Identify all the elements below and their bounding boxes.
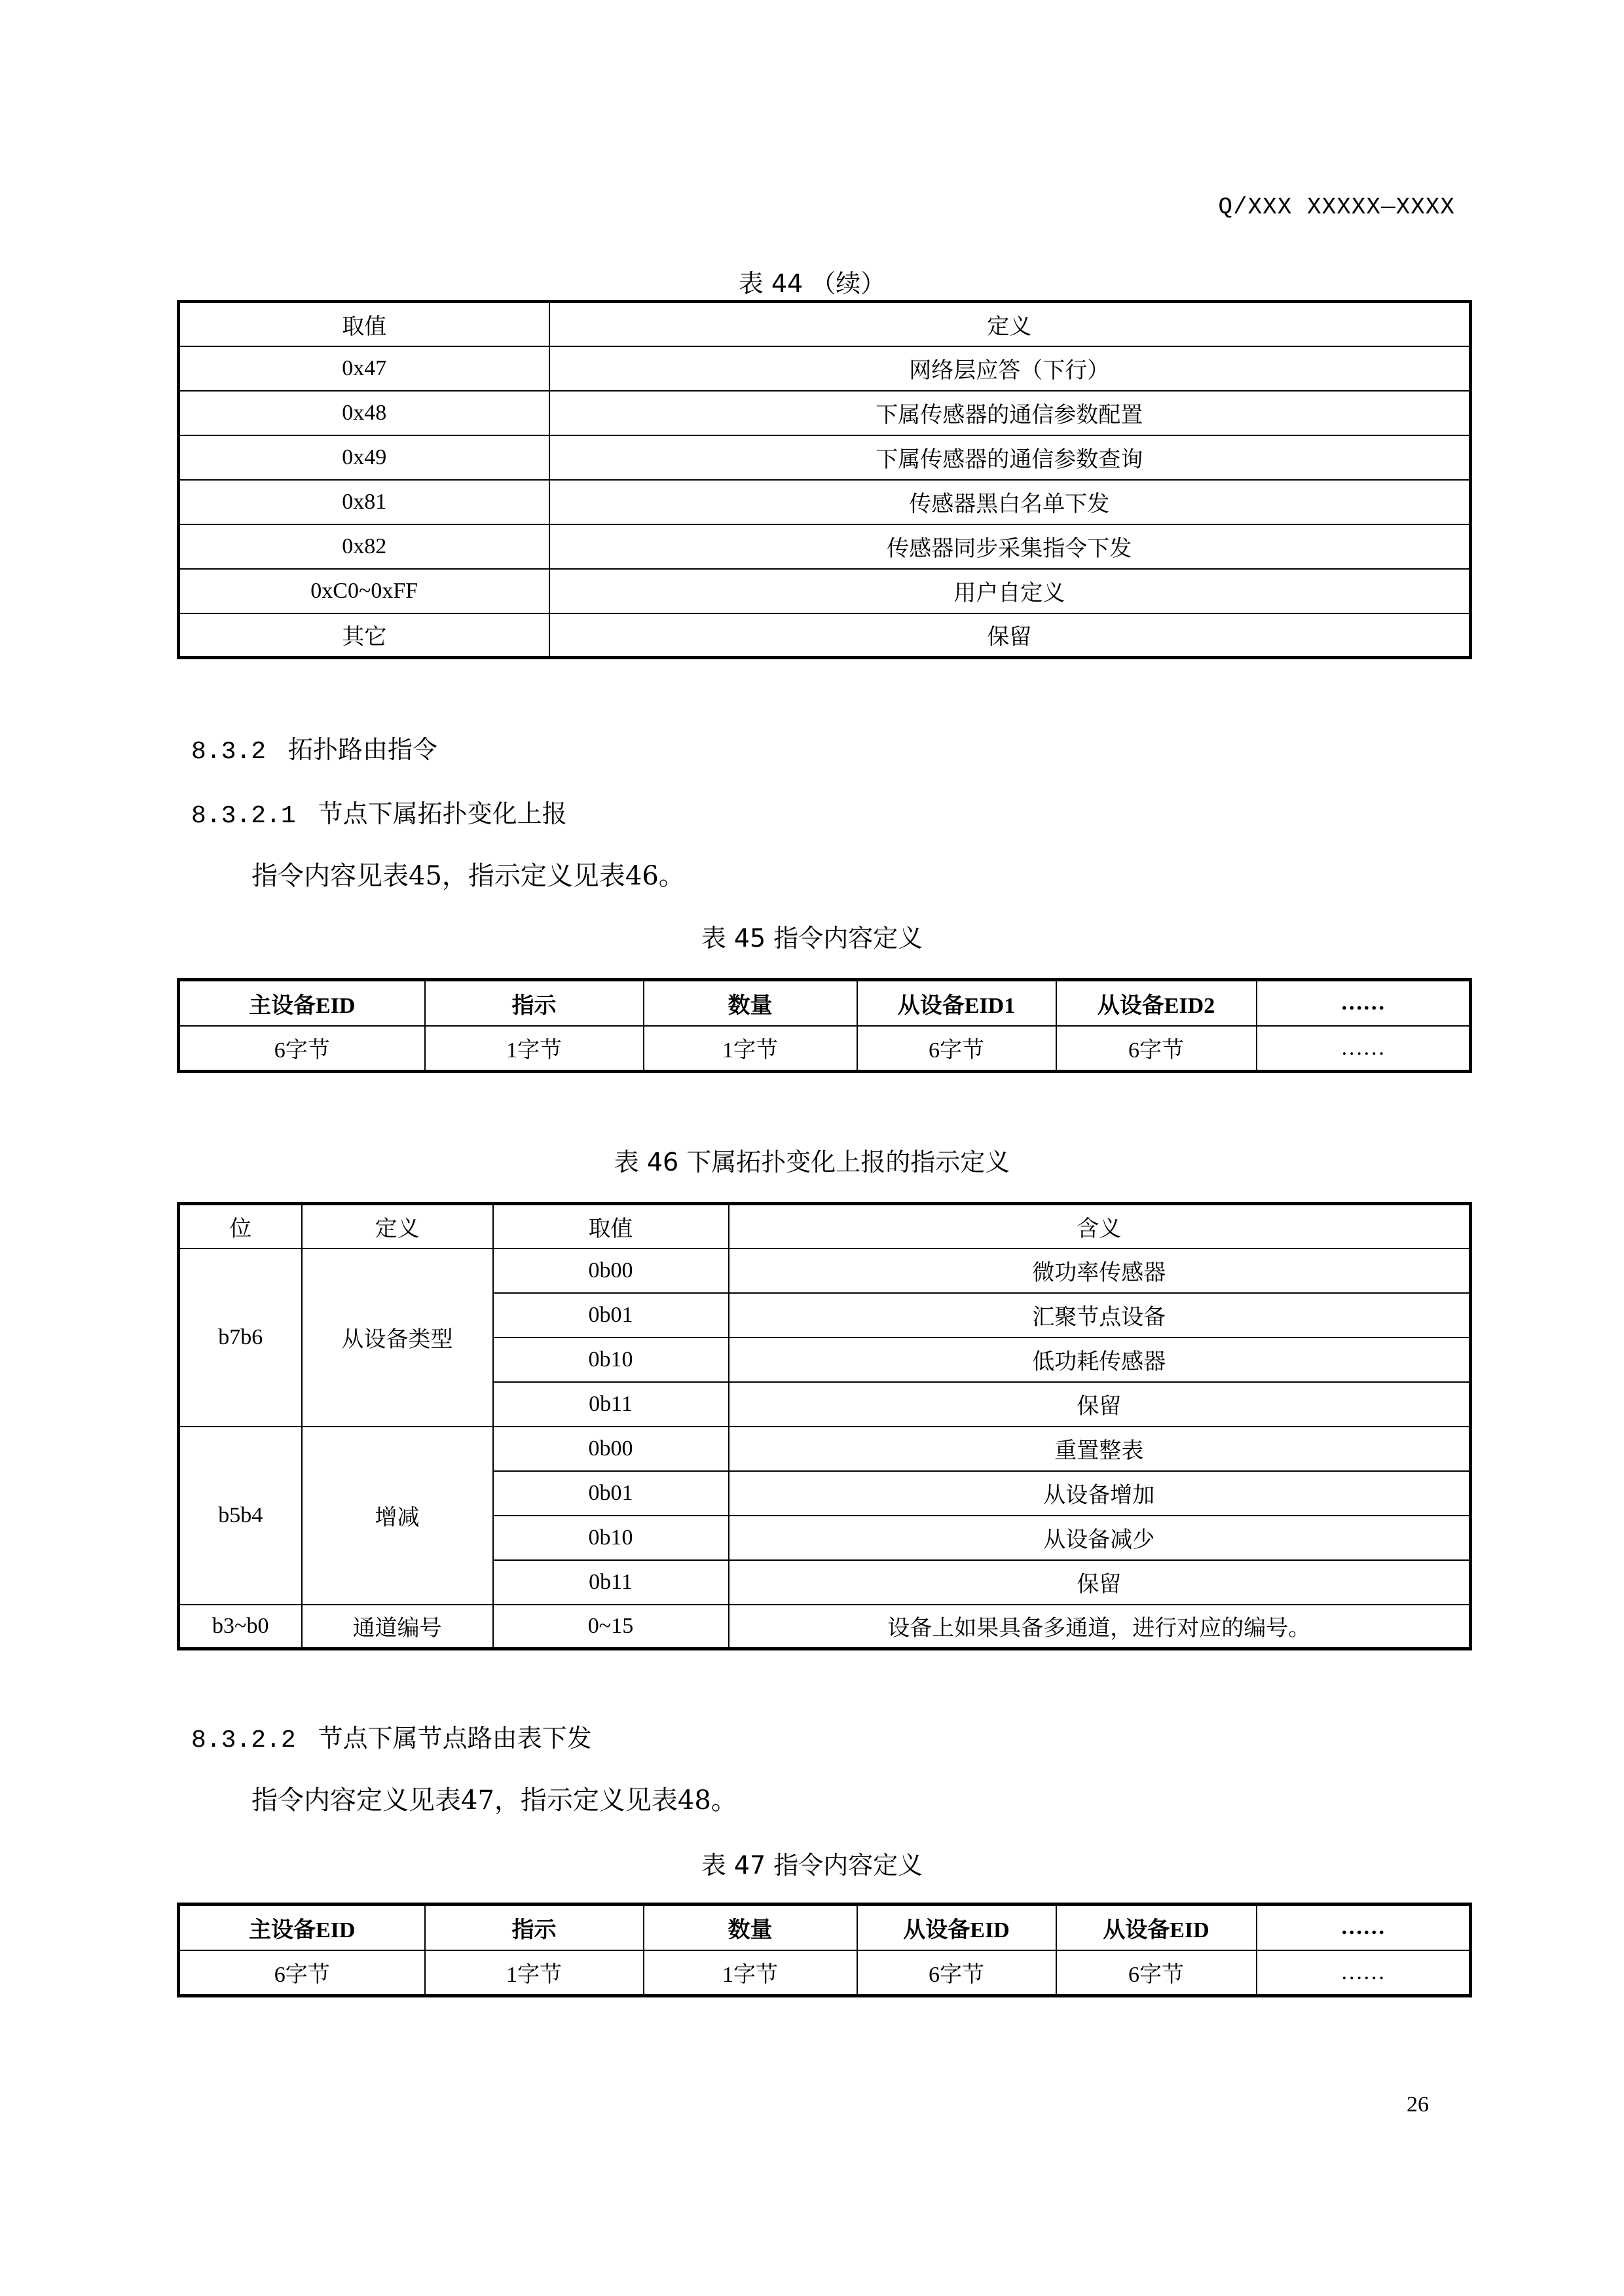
section-title: 节点下属节点路由表下发: [318, 1724, 592, 1753]
table46-cell: 0b00: [493, 1248, 729, 1293]
table47: [177, 1903, 1472, 1997]
table45-header: 指示: [425, 980, 644, 1026]
table46-definition-cell: 从设备类型: [302, 1248, 493, 1427]
table46-cell: 通道编号: [302, 1605, 493, 1649]
table46-header: 取值: [493, 1204, 729, 1248]
table47-header: 主设备EID: [179, 1904, 425, 1950]
section-title: 拓扑路由指令: [288, 735, 438, 764]
table46-bit-cell: b7b6: [179, 1248, 302, 1427]
table47-caption: 表 47 指令内容定义: [701, 1851, 923, 1880]
table45-cell: 6字节: [179, 1026, 425, 1072]
table47-header: 数量: [644, 1904, 857, 1950]
table45-caption: 表 45 指令内容定义: [701, 924, 923, 953]
table44-cell: 下属传感器的通信参数查询: [549, 435, 1471, 480]
table46-cell: 保留: [729, 1560, 1471, 1605]
paragraph: 指令内容定义见表47，指示定义见表48。: [251, 1785, 737, 1815]
section-heading-8-3-2: [191, 729, 437, 766]
table47-cell: 1字节: [644, 1950, 857, 1996]
table46: [177, 1202, 1472, 1650]
table46-cell: 0~15: [493, 1605, 729, 1649]
table47-cell: 1字节: [425, 1950, 644, 1996]
table45-header: ……: [1257, 980, 1471, 1026]
table47-cell: 6字节: [1056, 1950, 1257, 1996]
table46-cell: 从设备减少: [729, 1516, 1471, 1560]
table-row: [179, 1026, 1471, 1072]
table46-cell: 0b11: [493, 1382, 729, 1427]
table44-cell: 0xC0~0xFF: [179, 569, 549, 613]
table44-cell: 传感器黑白名单下发: [549, 480, 1471, 524]
section-title: 节点下属拓扑变化上报: [318, 799, 567, 828]
table45-header: 主设备EID: [179, 980, 425, 1026]
table44-header-definition: 定义: [549, 302, 1471, 346]
table46-cell: b3~b0: [179, 1605, 302, 1649]
table47-cell: ……: [1257, 1950, 1471, 1996]
table47-header: ……: [1257, 1904, 1471, 1950]
section-heading-8-3-2-1: [191, 793, 567, 830]
table45-cell: ……: [1257, 1026, 1471, 1072]
table44-cell: 0x47: [179, 346, 549, 391]
table-row: [179, 1950, 1471, 1996]
table-row: [179, 569, 1471, 613]
table46-cell: 0b10: [493, 1516, 729, 1560]
table44-cell: 0x49: [179, 435, 549, 480]
table-row: [179, 613, 1471, 658]
paragraph: 指令内容见表45，指示定义见表46。: [251, 861, 685, 891]
page-number: 26: [1407, 2092, 1429, 2117]
table46-cell: 0b00: [493, 1427, 729, 1471]
table47-header: 指示: [425, 1904, 644, 1950]
table45-header: 从设备EID2: [1056, 980, 1257, 1026]
table45-cell: 6字节: [857, 1026, 1056, 1072]
section-number: 8.3.2: [191, 738, 267, 766]
table46-cell: 0b11: [493, 1560, 729, 1605]
table46-cell: 重置整表: [729, 1427, 1471, 1471]
table44-caption: 表 44 （续）: [738, 269, 886, 298]
table46-cell: 保留: [729, 1382, 1471, 1427]
table44-cell: 保留: [549, 613, 1471, 658]
table45-header: 数量: [644, 980, 857, 1026]
table44-header-value: 取值: [179, 302, 549, 346]
table-row: [179, 1605, 1471, 1649]
table-row: [179, 1427, 1471, 1471]
table-row: [179, 524, 1471, 569]
table46-cell: 低功耗传感器: [729, 1338, 1471, 1382]
table46-cell: 0b01: [493, 1293, 729, 1338]
table46-bit-cell: b5b4: [179, 1427, 302, 1605]
table44-cell: 下属传感器的通信参数配置: [549, 391, 1471, 435]
table-row: [179, 435, 1471, 480]
table46-header: 位: [179, 1204, 302, 1248]
table45-header: 从设备EID1: [857, 980, 1056, 1026]
table-row: [179, 391, 1471, 435]
table44-cell: 用户自定义: [549, 569, 1471, 613]
table46-cell: 汇聚节点设备: [729, 1293, 1471, 1338]
table46-cell: 0b10: [493, 1338, 729, 1382]
table45-cell: 1字节: [425, 1026, 644, 1072]
table46-cell: 从设备增加: [729, 1471, 1471, 1516]
table46-caption: 表 46 下属拓扑变化上报的指示定义: [614, 1148, 1010, 1176]
table46-header: 含义: [729, 1204, 1471, 1248]
table45-cell: 6字节: [1056, 1026, 1257, 1072]
table-row: [179, 346, 1471, 391]
section-heading-8-3-2-2: [191, 1718, 592, 1755]
table46-cell: 微功率传感器: [729, 1248, 1471, 1293]
table47-header: 从设备EID: [857, 1904, 1056, 1950]
table44-cell: 网络层应答（下行）: [549, 346, 1471, 391]
section-number: 8.3.2.2: [191, 1726, 296, 1755]
table44-cell: 传感器同步采集指令下发: [549, 524, 1471, 569]
document-code: Q/XXX XXXXX—XXXX: [1218, 194, 1455, 221]
table44-cell: 0x82: [179, 524, 549, 569]
table44-cell: 0x48: [179, 391, 549, 435]
table45: [177, 978, 1472, 1073]
table46-definition-cell: 增减: [302, 1427, 493, 1605]
table-row: [179, 480, 1471, 524]
table47-cell: 6字节: [857, 1950, 1056, 1996]
table44: [177, 300, 1472, 659]
table46-cell: 0b01: [493, 1471, 729, 1516]
table45-cell: 1字节: [644, 1026, 857, 1072]
table-row: [179, 1248, 1471, 1293]
table47-header: 从设备EID: [1056, 1904, 1257, 1950]
table47-cell: 6字节: [179, 1950, 425, 1996]
table46-header: 定义: [302, 1204, 493, 1248]
table46-cell: 设备上如果具备多通道，进行对应的编号。: [729, 1605, 1471, 1649]
section-number: 8.3.2.1: [191, 802, 296, 830]
table44-cell: 其它: [179, 613, 549, 658]
table44-cell: 0x81: [179, 480, 549, 524]
